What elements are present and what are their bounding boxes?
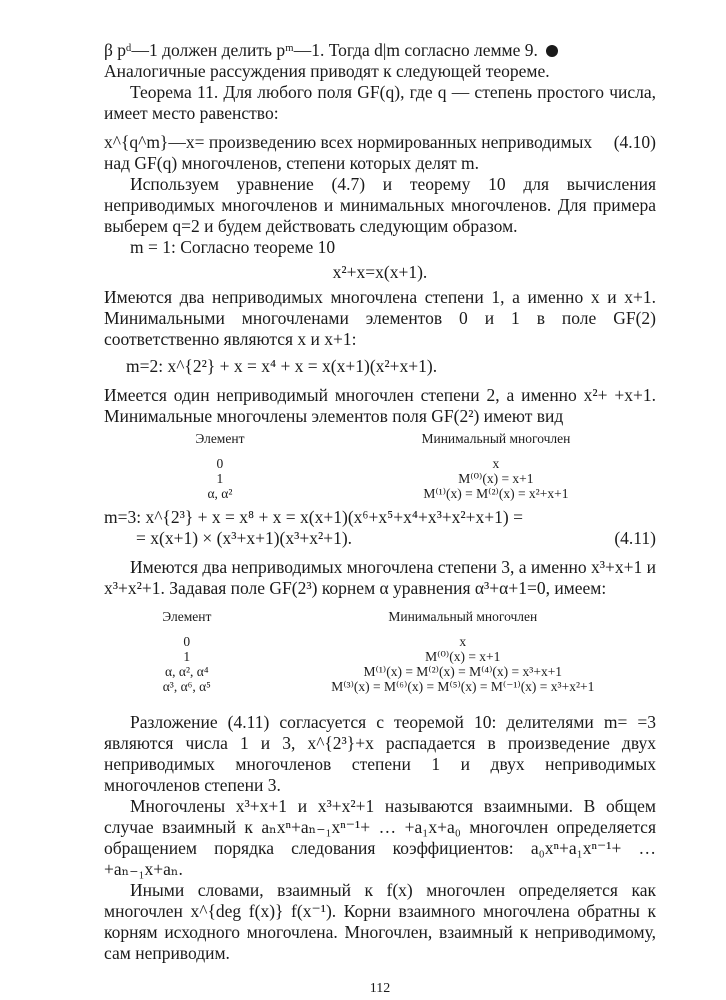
minimal-polynomials-table-gf4	[104, 431, 656, 501]
equation-number: (4.11)	[614, 528, 656, 548]
table-row: 0 x	[183, 634, 467, 649]
table-header: Минимальный многочлен	[388, 609, 538, 624]
table-row: α³, α⁶, α⁵ M⁽³⁾(x) = M⁽⁶⁾(x) = M⁽⁵⁾(x) = M⁽⁻¹⁾(x) = x³+x²+1	[162, 679, 595, 694]
paragraph-reciprocal: Многочлены x³+x+1 и x³+x²+1 называются взаимными. В общем случае взаимный к aₙxⁿ+aₙ₋₁xⁿ⁻¹+ … +a₁x+a₀ многочлен определяется обращением порядка следования коэффициентов: a₀xⁿ+a₁xⁿ⁻¹+ … +aₙ₋₁x+aₙ.	[104, 796, 656, 879]
equation-m1	[104, 262, 656, 283]
page-number: 112	[369, 981, 391, 996]
table-header: Элемент	[195, 431, 245, 446]
table-row: 1 M⁽⁰⁾(x) = x+1	[183, 649, 501, 664]
book-page	[104, 40, 656, 999]
table-row: α, α² M⁽¹⁾(x) = M⁽²⁾(x) = x²+x+1	[207, 486, 569, 501]
equation-line: m=3: x^{2³} + x = x⁸ + x = x(x+1)(x⁶+x⁵+x⁴+x³+x²+x+1) =	[104, 507, 523, 527]
table-row: 0 x	[216, 456, 500, 471]
table-header: Элемент	[162, 609, 212, 624]
minimal-polynomials-table-gf8	[104, 609, 656, 694]
paragraph-proof-end	[104, 40, 656, 61]
equation-line: = x(x+1) × (x³+x+1)(x³+x²+1).	[136, 528, 353, 548]
case-m1-intro: m = 1: Согласно теореме 10	[130, 237, 336, 257]
paragraph-method: Используем уравнение (4.7) и теорему 10 для вычисления неприводимых многочленов и минимальных многочленов. Для примера выберем q=2 и будем действовать следующим образом.	[104, 174, 656, 236]
theorem-11: Теорема 11. Для любого поля GF(q), где q — степень простого числа, имеет место равенство:	[104, 82, 656, 123]
text-line: β pᵈ—1 должен делить pᵐ—1. Тогда d|m согласно лемме 9.	[104, 40, 538, 60]
paragraph-degree3: Имеются два неприводимых многочлена степени 3, а именно x³+x+1 и x³+x²+1. Задавая поле GF(2³) корнем α уравнения α³+α+1=0, имеем:	[104, 557, 656, 598]
table-row: 1 M⁽⁰⁾(x) = x+1	[216, 471, 534, 486]
table-header: Минимальный многочлен	[421, 431, 571, 446]
paragraph-degree1: Имеются два неприводимых многочлена степени 1, а именно x и x+1. Минимальными многочленами элементов 0 и 1 в поле GF(2) соответственно являются x и x+1:	[104, 287, 656, 349]
equation-line: x^{q^m}—x= произведению всех нормированных неприводимых	[104, 132, 593, 152]
end-of-proof-icon	[546, 45, 558, 57]
paragraph-reciprocal-roots: Иными словами, взаимный к f(x) многочлен определяется как многочлен x^{deg f(x)} f(x⁻¹). Корни взаимного многочлена обратны к корням исходного многочлена. Многочлен, взаимный к неприводимому, сам неприводим.	[104, 880, 656, 963]
equation-m2: m=2: x^{2²} + x = x⁴ + x = x(x+1)(x²+x+1).	[126, 356, 438, 376]
equation-4-10	[104, 132, 656, 174]
paragraph-factorization: Разложение (4.11) согласуется с теоремой 10: делителями m= =3 являются числа 1 и 3, x^{2³}+x распадается в произведение двух неприводимых многочленов степени 1 и двух неприводимых многочленов степени 3.	[104, 712, 656, 795]
paragraph-transition: Аналогичные рассуждения приводят к следующей теореме.	[104, 61, 550, 81]
paragraph-degree2: Имеется один неприводимый многочлен степени 2, а именно x²+ +x+1. Минимальные многочлены элементов поля GF(2²) имеют вид	[104, 385, 656, 426]
equation-line: над GF(q) многочленов, степени которых делят m.	[104, 153, 480, 173]
equation-4-11	[104, 507, 656, 549]
equation-text: x²+x=x(x+1).	[332, 262, 428, 282]
equation-number: (4.10)	[613, 132, 656, 152]
table-row: α, α², α⁴ M⁽¹⁾(x) = M⁽²⁾(x) = M⁽⁴⁾(x) = x³+x+1	[165, 664, 563, 679]
